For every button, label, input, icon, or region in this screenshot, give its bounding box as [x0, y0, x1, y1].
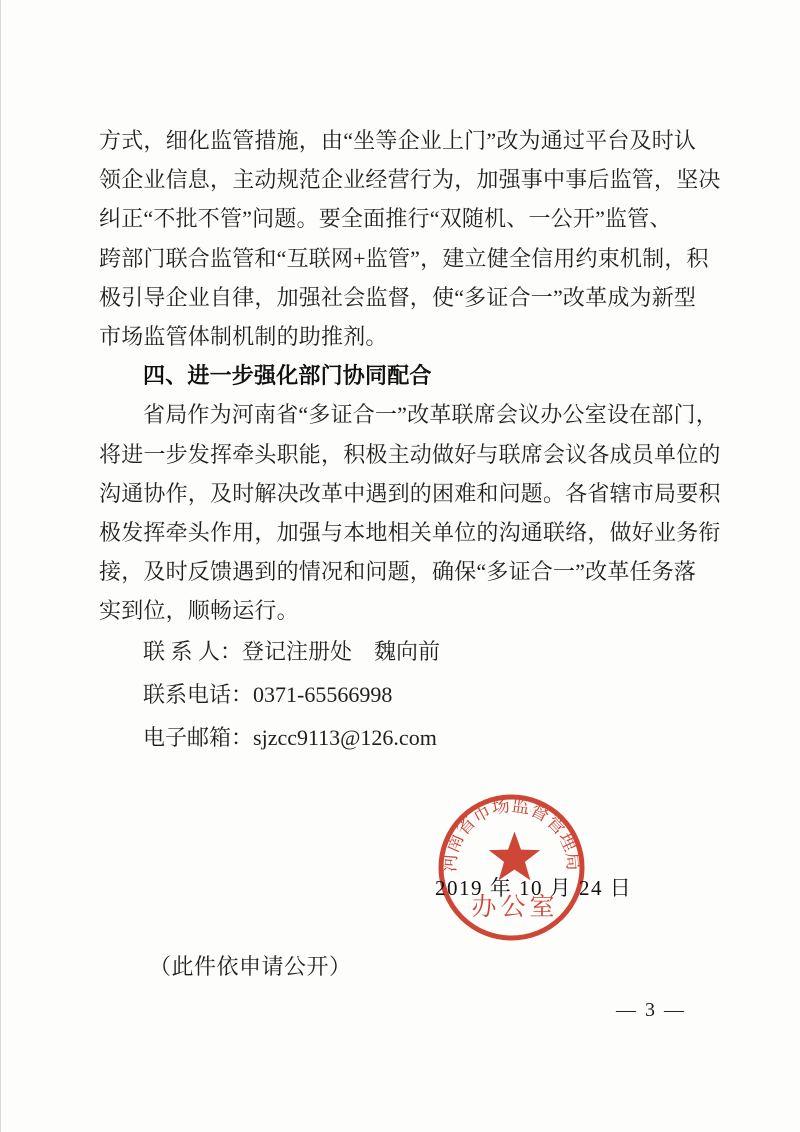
contact-email-value: sjzcc9113@126.com — [253, 725, 437, 751]
paragraph-line: 将进一步发挥牵头职能，积极主动做好与联席会议各成员单位的 — [99, 441, 721, 467]
paragraph-line: 沟通协作，及时解决改革中遇到的困难和问题。各省辖市局要积 — [99, 480, 721, 506]
contact-phone-line — [99, 673, 713, 716]
paragraph-line: 纠正“不批不管”问题。要全面推行“双随机、一公开”监管、 — [99, 206, 672, 232]
contact-email-label: 电子邮箱： — [143, 725, 254, 751]
issue-date: 2019 年 10 月 24 日 — [435, 876, 633, 900]
paragraph-line: 极发挥牵头作用，加强与本地相关单位的沟通联络，做好业务衔 — [99, 519, 721, 545]
body-text — [99, 121, 721, 759]
disclosure-note: （此件依申请公开） — [149, 954, 352, 979]
paragraph-line: 市场监管体制机制的助推剂。 — [99, 323, 388, 349]
contact-person-value: 登记注册处 魏向前 — [242, 639, 441, 665]
section-heading: 四、进一步强化部门协同配合 — [143, 363, 432, 389]
contact-person-label: 联 系 人： — [143, 639, 243, 665]
seal-office-text: 办公室 — [471, 894, 559, 921]
page-number: — 3 — — [616, 999, 686, 1021]
paragraph-line: 省局作为河南省“多证合一”改革联席会议办公室设在部门， — [143, 402, 718, 428]
seal-ring-text: 河南省市场监督管理局 — [439, 794, 585, 873]
paragraph-line: 方式，细化监管措施，由“坐等企业上门”改为通过平台及时认 — [99, 128, 697, 153]
contact-email-line — [99, 716, 713, 759]
contact-person-line — [99, 630, 713, 673]
paragraph-line: 接，及时反馈遇到的情况和问题，确保“多证合一”改革任务落 — [99, 559, 697, 585]
contact-phone-label: 联系电话： — [143, 682, 254, 708]
paragraph-line: 实到位，顺畅运行。 — [99, 598, 299, 624]
contact-phone-value: 0371-65566998 — [253, 682, 393, 708]
official-seal — [434, 790, 589, 948]
paragraph-line: 极引导企业自律，加强社会监督，使“多证合一”改革成为新型 — [99, 284, 697, 310]
paragraph-line: 领企业信息，主动规范企业经营行为，加强事中事后监管，坚决 — [99, 167, 721, 193]
paragraph-line: 跨部门联合监管和“互联网+监管”，建立健全信用约束机制，积 — [99, 245, 709, 271]
